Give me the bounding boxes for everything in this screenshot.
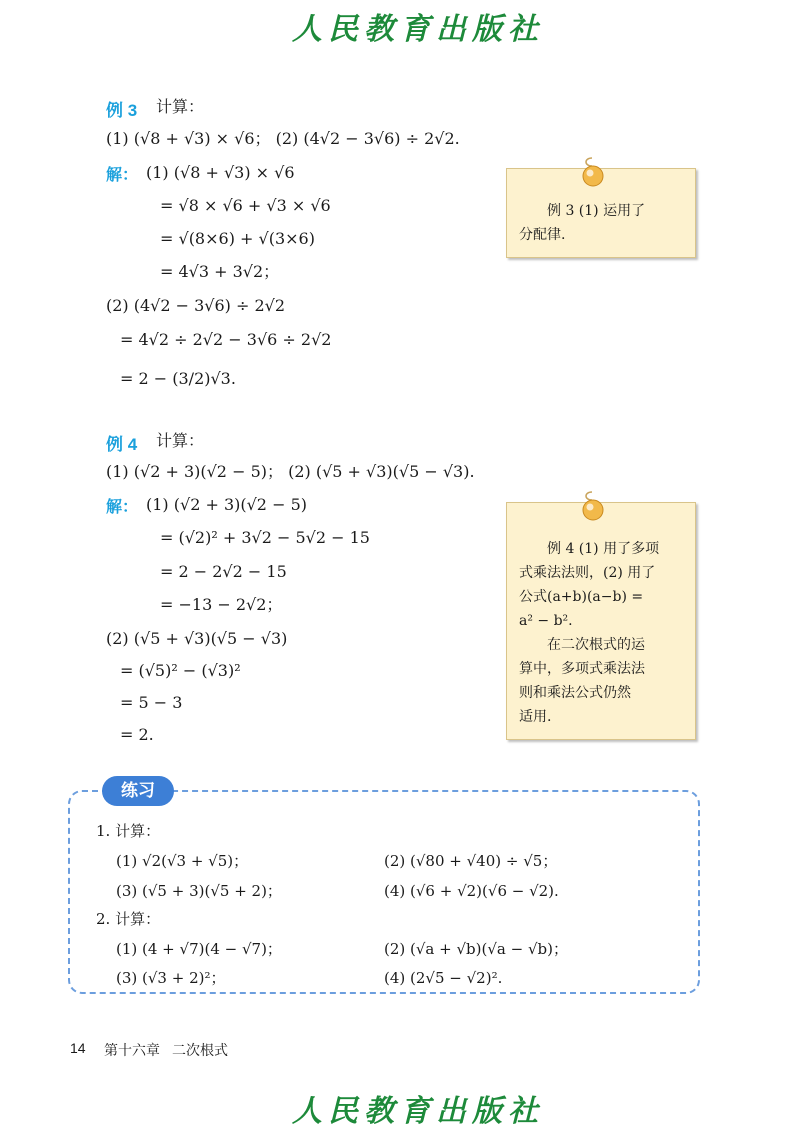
note-line: 分配律. — [519, 227, 566, 243]
note-line: 式乘法法则，(2) 用了 — [519, 565, 656, 581]
example-4-step: (1) (√2 + 3)(√2 − 5) — [146, 495, 307, 514]
example-3-step: (1) (√8 + √3) × √6 — [146, 163, 295, 182]
example-3-problems: (1) (√8 + √3) × √6； (2) (4√2 − 3√6) ÷ 2√2. — [106, 129, 460, 148]
example-4-step: = −13 − 2√2； — [160, 595, 283, 614]
practice-item: (2) (√80 + √40) ÷ √5； — [384, 852, 558, 870]
note-line: a² − b². — [519, 613, 573, 629]
publisher-logo: 人民教育出版社 — [292, 1094, 544, 1129]
example-4-label: 例 4 — [106, 435, 138, 454]
pushpin-icon — [578, 156, 608, 190]
practice-item: (4) (√6 + √2)(√6 − √2). — [384, 882, 559, 900]
practice-item: (2) (√a + √b)(√a − √b)； — [384, 940, 568, 958]
sticky-note — [506, 502, 696, 740]
section-label: 二次根式 — [172, 1042, 228, 1058]
example-4-step: = 2. — [120, 725, 154, 744]
example-4-instruction: 计算： — [156, 431, 205, 450]
example-3-step: = √8 × √6 + √3 × √6 — [160, 196, 331, 215]
example-3-instruction: 计算： — [156, 97, 205, 116]
page-number: 14 — [70, 1040, 86, 1056]
practice-question-1: 1. 计算： — [96, 822, 161, 840]
example-4-step: = 2 − 2√2 − 15 — [160, 562, 287, 581]
practice-item: (1) √2(√3 + √5)； — [116, 852, 249, 870]
example-4-step: (2) (√5 + √3)(√5 − √3) — [106, 629, 288, 648]
practice-question-2: 2. 计算： — [96, 910, 161, 928]
practice-item: (1) (4 + √7)(4 − √7)； — [116, 940, 282, 958]
practice-item: (3) (√5 + 3)(√5 + 2)； — [116, 882, 282, 900]
example-4-step: = (√2)² + 3√2 − 5√2 − 15 — [160, 528, 370, 547]
practice-item: (3) (√3 + 2)²； — [116, 969, 226, 987]
practice-title: 练习 — [102, 776, 174, 806]
note-line: 在二次根式的运 — [547, 637, 645, 653]
example-3-step: = √(8×6) + √(3×6) — [160, 229, 315, 248]
note-line: 算中，多项式乘法法 — [519, 661, 645, 677]
example-3-label: 例 3 — [106, 101, 138, 120]
pushpin-icon — [578, 490, 608, 524]
example-4-problems: (1) (√2 + 3)(√2 − 5)； (2) (√5 + √3)(√5 − √3). — [106, 462, 475, 481]
note-line: 适用. — [519, 709, 552, 725]
note-line: 例 3 (1) 运用了 — [547, 203, 646, 219]
example-3-step: = 2 − (3/2)√3. — [120, 369, 236, 388]
example-3-step: = 4√2 ÷ 2√2 − 3√6 ÷ 2√2 — [120, 330, 332, 349]
note-line: 公式(a+b)(a−b) = — [519, 589, 644, 605]
example-3-step: = 4√3 + 3√2； — [160, 262, 280, 281]
note-line: 例 4 (1) 用了多项 — [547, 541, 660, 557]
example-3-solution-label: 解： — [106, 167, 139, 184]
example-3-step: (2) (4√2 − 3√6) ÷ 2√2 — [106, 296, 286, 315]
example-4-step: = (√5)² − (√3)² — [120, 661, 241, 680]
practice-item: (4) (2√5 − √2)². — [384, 969, 503, 987]
example-4-step: = 5 − 3 — [120, 693, 183, 712]
example-4-solution-label: 解： — [106, 499, 139, 516]
note-line: 则和乘法公式仍然 — [519, 685, 631, 701]
chapter-label: 第十六章 — [104, 1042, 160, 1058]
publisher-logo: 人民教育出版社 — [292, 12, 544, 47]
